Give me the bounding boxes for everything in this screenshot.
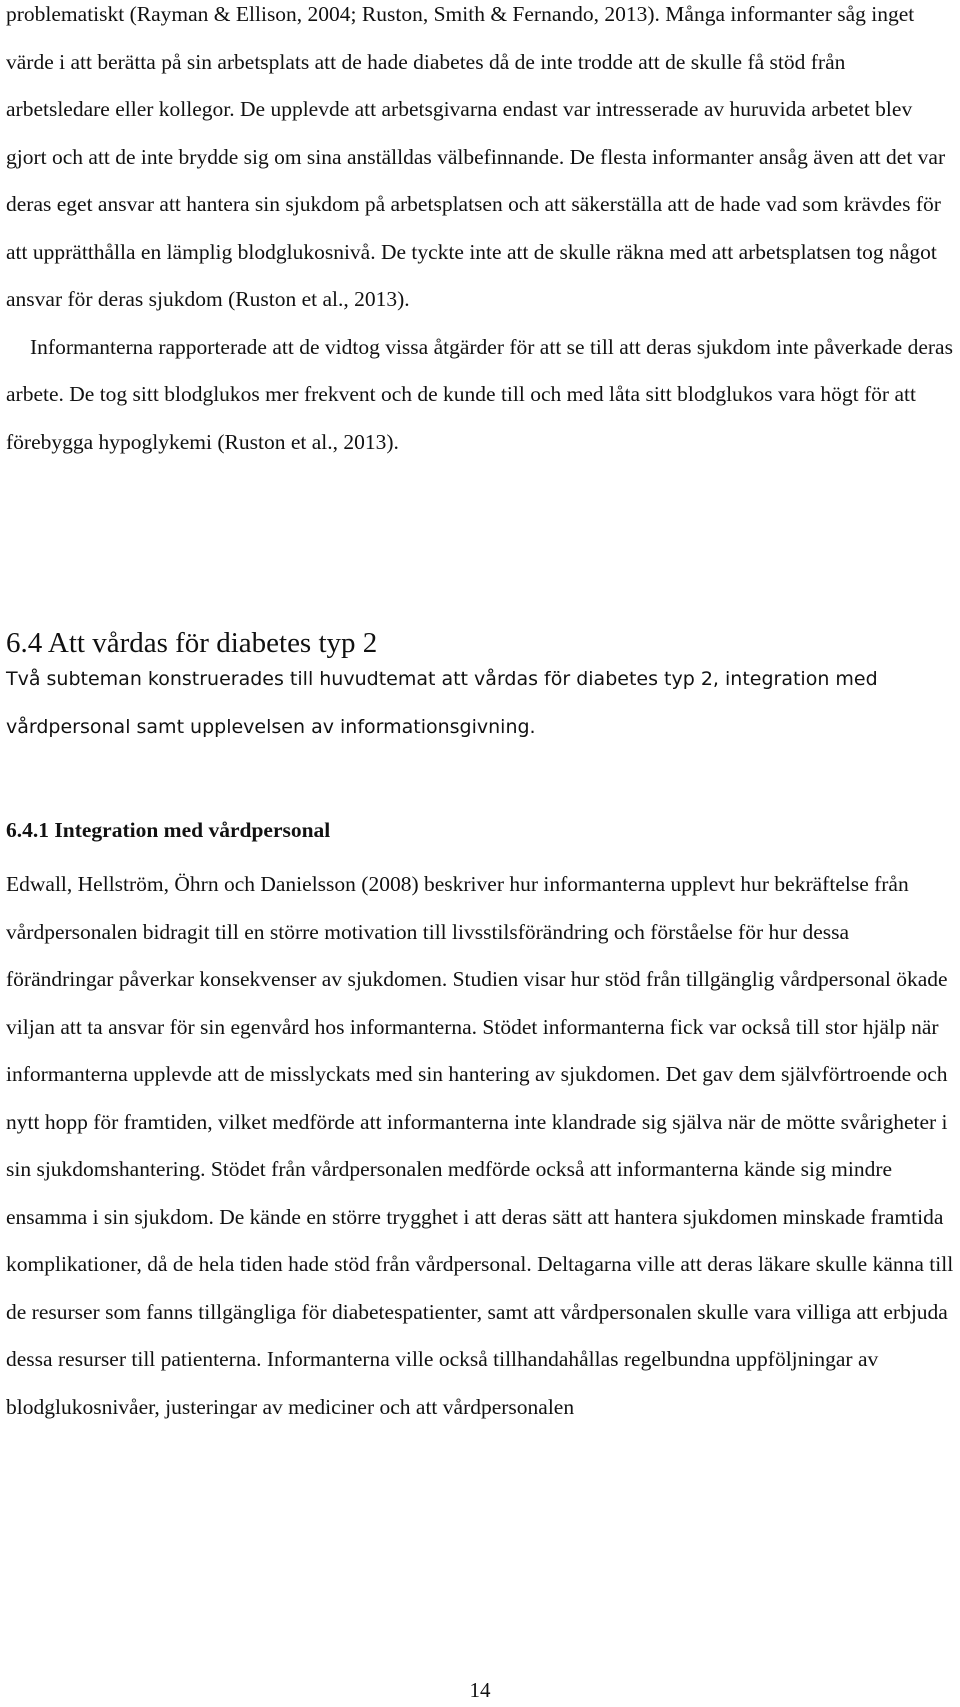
page-number: 14	[469, 1678, 491, 1702]
section-heading-6-4: 6.4 Att vårdas för diabetes typ 2	[6, 627, 378, 659]
section-heading-6-4-1: 6.4.1 Integration med vårdpersonal	[6, 818, 331, 842]
paragraph-integration-care-staff: Edwall, Hellström, Öhrn och Danielsson (2008) beskriver hur informanterna upplevt hur bekräftelse från vårdpersonalen bidragit till en större motivation till livsstilsförändring och förståelse för hur dessa förändringar påverkar konsekvenser av sjukdomen. Studien visar hur stöd från tillgänglig vårdpersonal ökade viljan att ta ansvar för sin egenvård hos informanterna. Stödet informanterna fick var också till stor hjälp när informanterna upplevde att de misslyckats med sin hantering av sjukdomen. Det gav dem självförtroende och nytt hopp för framtiden, vilket medförde att informanterna inte klandrade sig själva när de mötte svårigheter i sin sjukdomshantering. Stödet från vårdpersonalen medförde också att informanterna kände sig mindre ensamma i sin sjukdom. De kände en större trygghet i att deras sätt att hantera sjukdomen minskade framtida komplikationer, då de hela tiden hade stöd från vårdpersonal. Deltagarna ville att deras läkare skulle känna till de resurser som fanns tillgängliga för diabetespatienter, samt att vårdpersonalen skulle vara villiga att erbjuda dessa resurser till patienterna. Informanterna ville också tillhandahållas regelbundna uppföljningar av blodglukosnivåer, justeringar av mediciner och att vårdpersonalen	[6, 872, 954, 1419]
paragraph-subthemes: Två subteman konstruerades till huvudtemat att vårdas för diabetes typ 2, integration med vårdpersonal samt upplevelsen av informationsgivning.	[6, 668, 878, 738]
body-text-block-1	[6, 0, 954, 466]
body-text-block-2	[6, 656, 954, 751]
paragraph-workplace-responsibility: problematiskt (Rayman & Ellison, 2004; Ruston, Smith & Fernando, 2013). Många informanter såg inget värde i att berätta på sin arbetsplats att de hade diabetes då de inte trodde att de skulle få stöd från arbetsledare eller kollegor. De upplevde att arbetsgivarna endast var intresserade av huruvida arbetet blev gjort och att de inte brydde sig om sina anställdas välbefinnande. De flesta informanter ansåg även att det var deras eget ansvar att hantera sin sjukdom på arbetsplatsen och att säkerställa att de hade vad som krävdes för att upprätthålla en lämplig blodglukosnivå. De tyckte inte att de skulle räkna med att arbetsplatsen tog något ansvar för deras sjukdom (Ruston et al., 2013).	[6, 2, 946, 311]
body-text-block-3	[6, 861, 954, 1431]
paragraph-workplace-measures: Informanterna rapporterade att de vidtog vissa åtgärder för att se till att deras sjukdom inte påverkade deras arbete. De tog sitt blodglukos mer frekvent och de kunde till och med låta sitt blodglukos vara högt för att förebygga hypoglykemi (Ruston et al., 2013).	[6, 334, 953, 454]
